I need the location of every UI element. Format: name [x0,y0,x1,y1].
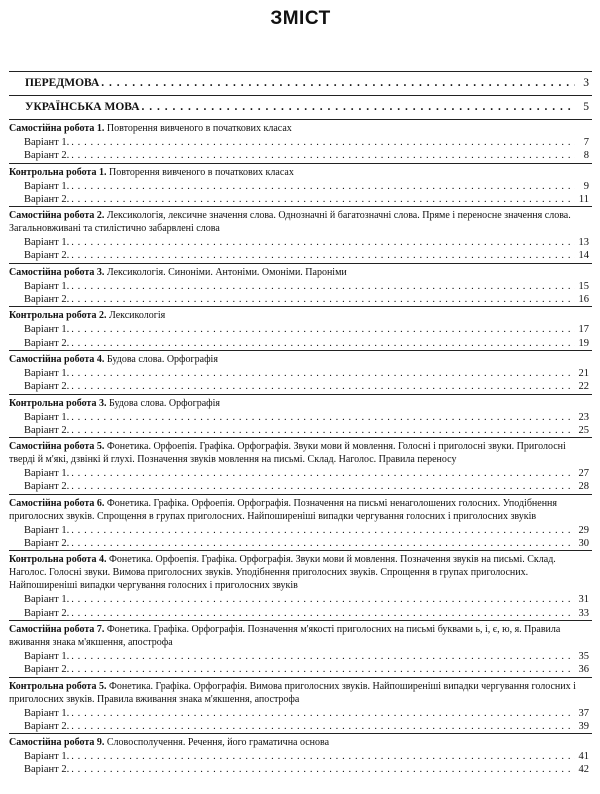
toc-section [9,437,592,494]
variant-label: Варіант 2. [24,250,70,262]
section-type: Самостійна робота 4. [9,353,105,365]
toc-variant-entry[interactable] [9,337,592,350]
toc-variant-entry[interactable] [9,380,592,393]
dot-leader [71,650,575,663]
variant-label: Варіант 1. [24,367,70,379]
toc-variant-entry[interactable] [9,149,592,162]
dot-leader [71,323,575,336]
dot-leader [71,593,575,606]
toc-variant-entry[interactable] [9,367,592,380]
dot-leader [71,380,575,393]
variant-page: 42 [578,764,589,776]
variant-label: Варіант 2. [24,424,70,436]
variant-page: 28 [578,481,589,493]
section-heading [9,623,592,650]
variant-label: Варіант 1. [24,180,70,192]
dot-leader [71,193,575,206]
variant-page: 27 [578,468,589,480]
toc-variant-entry[interactable] [9,411,592,424]
section-topic: Лексикологія, лексичне значення слова. Однозначні й багатозначні слова. Пряме і переносне значення слова. Загальновживані та стилістично забарвлені слова [9,210,571,235]
section-type: Контрольна робота 3. [9,397,107,409]
toc-variant-entry[interactable] [9,537,592,550]
variant-label: Варіант 2. [24,193,70,205]
variant-page: 25 [578,424,589,436]
toc-major-entry[interactable] [9,96,592,119]
toc-sections [9,119,592,777]
variant-label: Варіант 1. [24,411,70,423]
toc-variant-entry[interactable] [9,193,592,206]
toc-section [9,394,592,438]
toc-variant-entry[interactable] [9,467,592,480]
section-type: Самостійна робота 2. [9,210,105,222]
variant-label: Варіант 1. [24,324,70,336]
toc-section [9,620,592,677]
variant-page: 22 [578,381,589,393]
toc-variant-entry[interactable] [9,663,592,676]
toc-variant-entry[interactable] [9,293,592,306]
variant-page: 9 [583,180,589,192]
variant-page: 31 [578,594,589,606]
toc-section [9,733,592,777]
variant-label: Варіант 2. [24,664,70,676]
section-heading [9,166,592,180]
toc-variant-entry[interactable] [9,480,592,493]
variant-page: 29 [578,524,589,536]
dot-leader [71,136,575,149]
toc-variant-entry[interactable] [9,707,592,720]
toc-variant-entry[interactable] [9,323,592,336]
variant-label: Варіант 2. [24,150,70,162]
variant-page: 14 [578,250,589,262]
dot-leader [71,249,575,262]
toc-section [9,163,592,207]
variant-label: Варіант 1. [24,650,70,662]
toc-section [9,263,592,307]
variant-label: Варіант 1. [24,524,70,536]
variant-label: Варіант 2. [24,607,70,619]
toc-variant-entry[interactable] [9,593,592,606]
section-type: Контрольна робота 1. [9,166,107,178]
dot-leader [71,607,575,620]
variant-label: Варіант 2. [24,720,70,732]
toc-variant-entry[interactable] [9,236,592,249]
dot-leader [71,236,575,249]
variant-page: 11 [578,193,589,205]
section-topic: Повторення вивченого в початкових класах [108,166,294,178]
variant-label: Варіант 1. [24,137,70,148]
section-topic: Фонетика. Орфоепія. Графіка. Орфографія. Звуки мови й мовлення. Голосні і приголосні звуки. Приголосні тверді й м'які, дзвінкі й глухі. Позначення звуків мовлення на письмі. Склад. Наголос. Правила переносу [9,441,566,466]
section-type: Самостійна робота 3. [9,266,105,278]
page-title: ЗМІСТ [270,8,331,29]
dot-leader [71,180,575,193]
dot-leader [71,280,575,293]
toc-variant-entry[interactable] [9,424,592,437]
variant-label: Варіант 2. [24,764,70,776]
variant-page: 39 [578,720,589,732]
dot-leader [71,424,575,437]
variant-page: 13 [578,237,589,249]
variant-label: Варіант 2. [24,294,70,306]
major-entry-page: 5 [583,101,589,113]
variant-label: Варіант 1. [24,751,70,763]
variant-page: 41 [578,751,589,763]
toc-variant-entry[interactable] [9,607,592,620]
dot-leader [142,96,575,119]
variant-page: 8 [583,150,589,162]
dot-leader [71,707,575,720]
section-heading [9,440,592,467]
section-topic: Фонетика. Графіка. Орфографія. Вимова приголосних звуків. Найпоширеніші випадки чергування голосних і приголосних звуків. Правила вживання знака м'якшення, апострофа [9,680,576,705]
section-heading [9,497,592,524]
variant-page: 33 [578,607,589,619]
major-entry-label: ПЕРЕДМОВА [25,77,100,89]
dot-leader [71,467,575,480]
dot-leader [71,524,575,537]
variant-label: Варіант 1. [24,468,70,480]
variant-page: 15 [578,280,589,292]
dot-leader [71,763,575,776]
variant-page: 19 [578,337,589,349]
major-entry-page: 3 [583,77,589,89]
dot-leader [71,480,575,493]
toc-section [9,306,592,350]
section-topic: Фонетика. Графіка. Орфографія. Позначення м'якості приголосних на письмі буквами ь, і, є, ю, я. Правила вживання знака м'якшення, апострофа [9,623,561,648]
section-type: Самостійна робота 1. [9,123,105,134]
variant-page: 37 [578,707,589,719]
section-heading [9,309,592,323]
section-heading [9,353,592,367]
toc-variant-entry[interactable] [9,524,592,537]
dot-leader [71,367,575,380]
section-type: Самостійна робота 9. [9,737,105,749]
section-topic: Фонетика. Графіка. Орфоепія. Орфографія. Позначення на письмі ненаголошених голосних. Уподібнення приголосних звуків. Спрощення в групах приголосних. Найпоширеніші випадки чергування голосних і приголосних звуків [9,497,558,522]
variant-page: 35 [578,650,589,662]
major-entry-label: УКРАЇНСЬКА МОВА [25,101,140,113]
section-heading [9,397,592,411]
toc-section [9,494,592,551]
variant-page: 21 [578,367,589,379]
section-type: Самостійна робота 6. [9,497,105,509]
variant-label: Варіант 2. [24,381,70,393]
section-type: Самостійна робота 5. [9,441,105,453]
dot-leader [71,537,575,550]
toc-variant-entry[interactable] [9,136,592,149]
toc-variant-entry[interactable] [9,750,592,763]
section-topic: Лексикологія [108,310,166,322]
section-topic: Фонетика. Орфоепія. Графіка. Орфографія. Звуки мови й мовлення. Позначення звуків на письмі. Склад. Наголос. Голосні звуки. Вимова приголосних звуків. Уподібнення приголосних звуків. Спрощення в групах приголосних. Найпоширеніші випадки чергування голосних і приголосних звуків [9,554,556,592]
toc-variant-entry[interactable] [9,720,592,733]
variant-label: Варіант 1. [24,707,70,719]
toc-variant-entry[interactable] [9,249,592,262]
dot-leader [71,663,575,676]
toc-variant-entry[interactable] [9,650,592,663]
section-heading [9,122,592,136]
variant-label: Варіант 1. [24,280,70,292]
section-type: Контрольна робота 5. [9,680,107,692]
toc-major-entry[interactable] [9,72,592,95]
toc-variant-entry[interactable] [9,763,592,776]
toc-section [9,677,592,734]
section-heading [9,736,592,750]
section-heading [9,680,592,707]
dot-leader [71,720,575,733]
variant-page: 7 [583,137,589,148]
variant-page: 36 [578,664,589,676]
section-topic: Будова слова. Орфографія [108,397,221,409]
toc-section [9,350,592,394]
toc-variant-entry[interactable] [9,180,592,193]
dot-leader [71,750,575,763]
toc-section [9,550,592,620]
section-topic: Лексикологія. Синоніми. Антоніми. Омоніми. Пароніми [106,266,347,278]
section-topic: Повторення вивченого в початкових класах [106,123,292,134]
variant-label: Варіант 1. [24,237,70,249]
section-type: Контрольна робота 4. [9,554,107,566]
toc-section [9,206,592,263]
dot-leader [101,72,575,95]
section-topic: Словосполучення. Речення, його граматична основа [106,737,330,749]
dot-leader [71,411,575,424]
dot-leader [71,293,575,306]
variant-page: 23 [578,411,589,423]
section-type: Самостійна робота 7. [9,623,105,635]
section-heading [9,266,592,280]
toc-section [9,119,592,163]
dot-leader [71,149,575,162]
section-heading [9,553,592,593]
dot-leader [71,337,575,350]
variant-label: Варіант 1. [24,594,70,606]
section-type: Контрольна робота 2. [9,310,107,322]
variant-page: 30 [578,538,589,550]
section-heading [9,209,592,236]
variant-page: 16 [578,294,589,306]
variant-page: 17 [578,324,589,336]
variant-label: Варіант 2. [24,538,70,550]
toc-variant-entry[interactable] [9,280,592,293]
variant-label: Варіант 2. [24,337,70,349]
variant-label: Варіант 2. [24,481,70,493]
section-topic: Будова слова. Орфографія [106,353,218,365]
